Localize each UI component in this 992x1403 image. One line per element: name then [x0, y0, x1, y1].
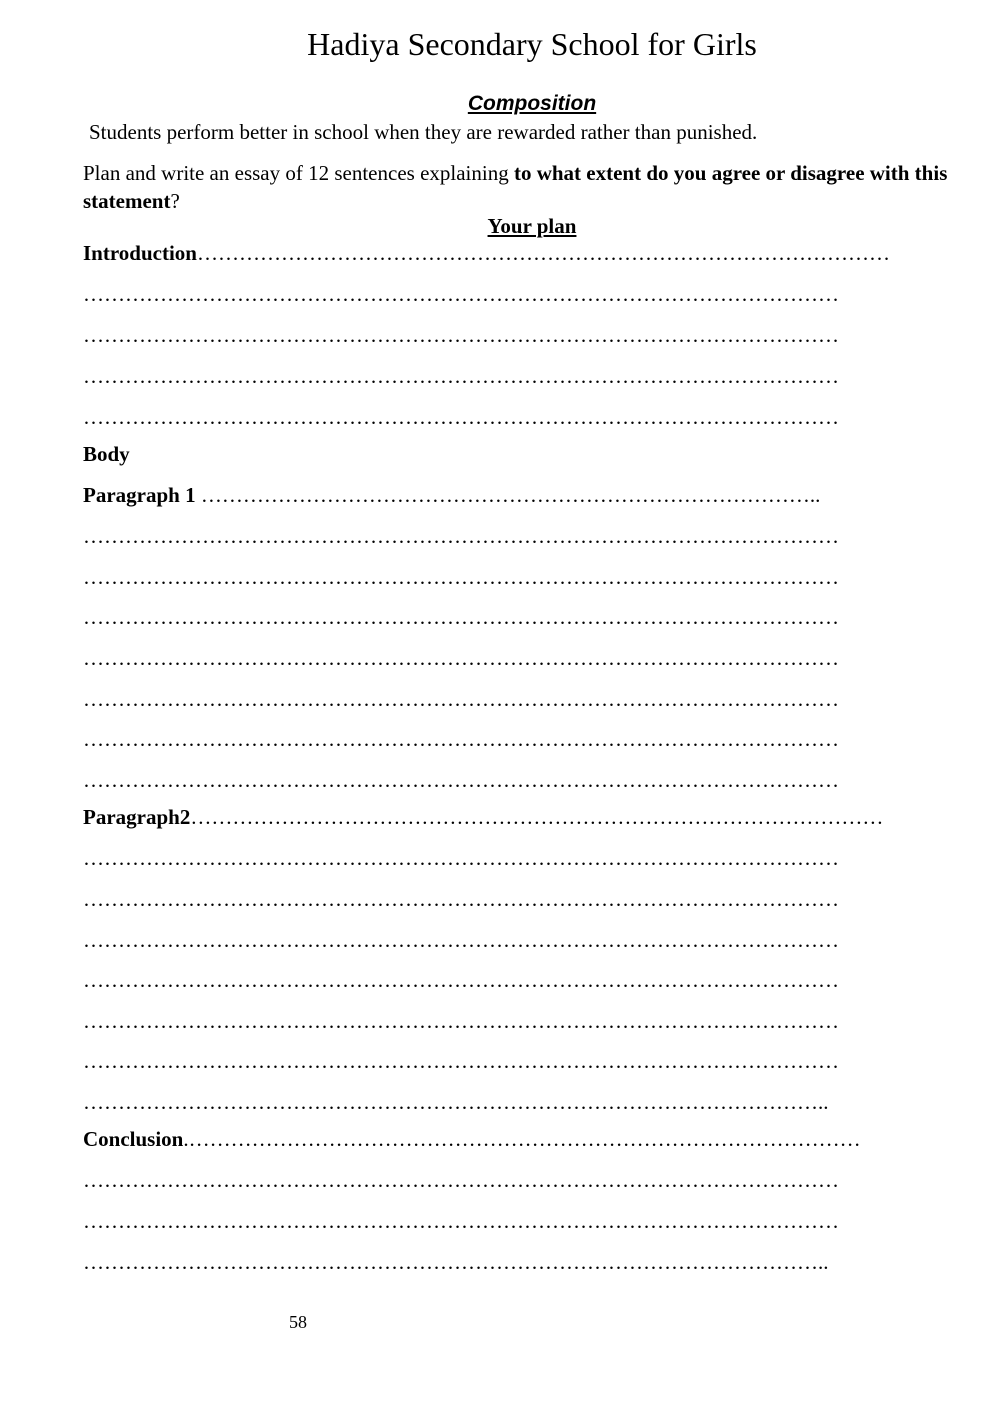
writing-line[interactable]: ………………………………………………………………………………………………	[83, 928, 839, 952]
writing-line[interactable]: ………………………………………………………………………………………………	[83, 687, 839, 711]
composition-heading: Composition	[467, 92, 597, 115]
writing-line[interactable]: ………………………………………………………………………………………………	[83, 846, 839, 870]
introduction-label: Introduction	[83, 241, 197, 265]
paragraph1-label: Paragraph 1	[83, 483, 196, 507]
body-label: Body	[83, 442, 130, 466]
writing-line[interactable]: ………………………………………………………………………………………………	[83, 524, 839, 548]
instruction-question: to what extent do you agree or disagree with this statement	[83, 161, 948, 213]
conclusion-label: Conclusion	[83, 1127, 184, 1151]
writing-line[interactable]: ………………………………………………………………………………………………	[83, 968, 839, 992]
writing-line[interactable]: ………………………………………………………………………………………………	[83, 646, 839, 670]
plan-heading: Your plan	[487, 214, 577, 238]
essay-statement: Students perform better in school when they are rewarded rather than punished.	[89, 120, 758, 144]
conclusion-line[interactable]	[83, 1125, 861, 1153]
page-number: 58	[289, 1312, 307, 1332]
instruction-prefix: Plan and write an essay of 12 sentences explaining	[83, 161, 514, 185]
writing-line[interactable]: ………………………………………………………………………………………………	[83, 1168, 839, 1192]
writing-line[interactable]: ………………………………………………………………………………………………	[83, 1009, 839, 1033]
writing-line[interactable]: ………………………………………………………………………………………………	[83, 887, 839, 911]
body-label-line	[83, 440, 130, 468]
essay-instruction	[83, 159, 973, 215]
writing-line[interactable]: ………………………………………………………………………………………………	[83, 1209, 839, 1233]
writing-dots: ……………………………………………………………………………..	[195, 483, 821, 507]
paragraph1-line[interactable]	[83, 481, 820, 509]
writing-line[interactable]: ……………………………………………………………………………………………..	[83, 1090, 829, 1114]
writing-dots: ………………………………………………………………………………………	[196, 241, 890, 265]
paragraph2-label: Paragraph2	[83, 805, 191, 829]
writing-line[interactable]: ………………………………………………………………………………………………	[83, 727, 839, 751]
writing-line[interactable]: ………………………………………………………………………………………………	[83, 405, 839, 429]
writing-line[interactable]: ………………………………………………………………………………………………	[83, 565, 839, 589]
writing-line[interactable]: ………………………………………………………………………………………………	[83, 1049, 839, 1073]
writing-line[interactable]: ……………………………………………………………………………………………..	[83, 1250, 829, 1274]
instruction-suffix: ?	[170, 189, 180, 213]
writing-line[interactable]: ………………………………………………………………………………………………	[83, 282, 839, 306]
writing-line[interactable]: ………………………………………………………………………………………………	[83, 768, 839, 792]
writing-line[interactable]: ………………………………………………………………………………………………	[83, 364, 839, 388]
writing-dots: .……………………………………………………………………………………	[183, 1127, 861, 1151]
writing-line[interactable]: ………………………………………………………………………………………………	[83, 323, 839, 347]
introduction-line[interactable]	[83, 239, 890, 267]
school-title: Hadiya Secondary School for Girls	[307, 26, 757, 62]
writing-dots: ………………………………………………………………………………………	[190, 805, 884, 829]
writing-line[interactable]: ………………………………………………………………………………………………	[83, 605, 839, 629]
paragraph2-line[interactable]	[83, 803, 883, 831]
